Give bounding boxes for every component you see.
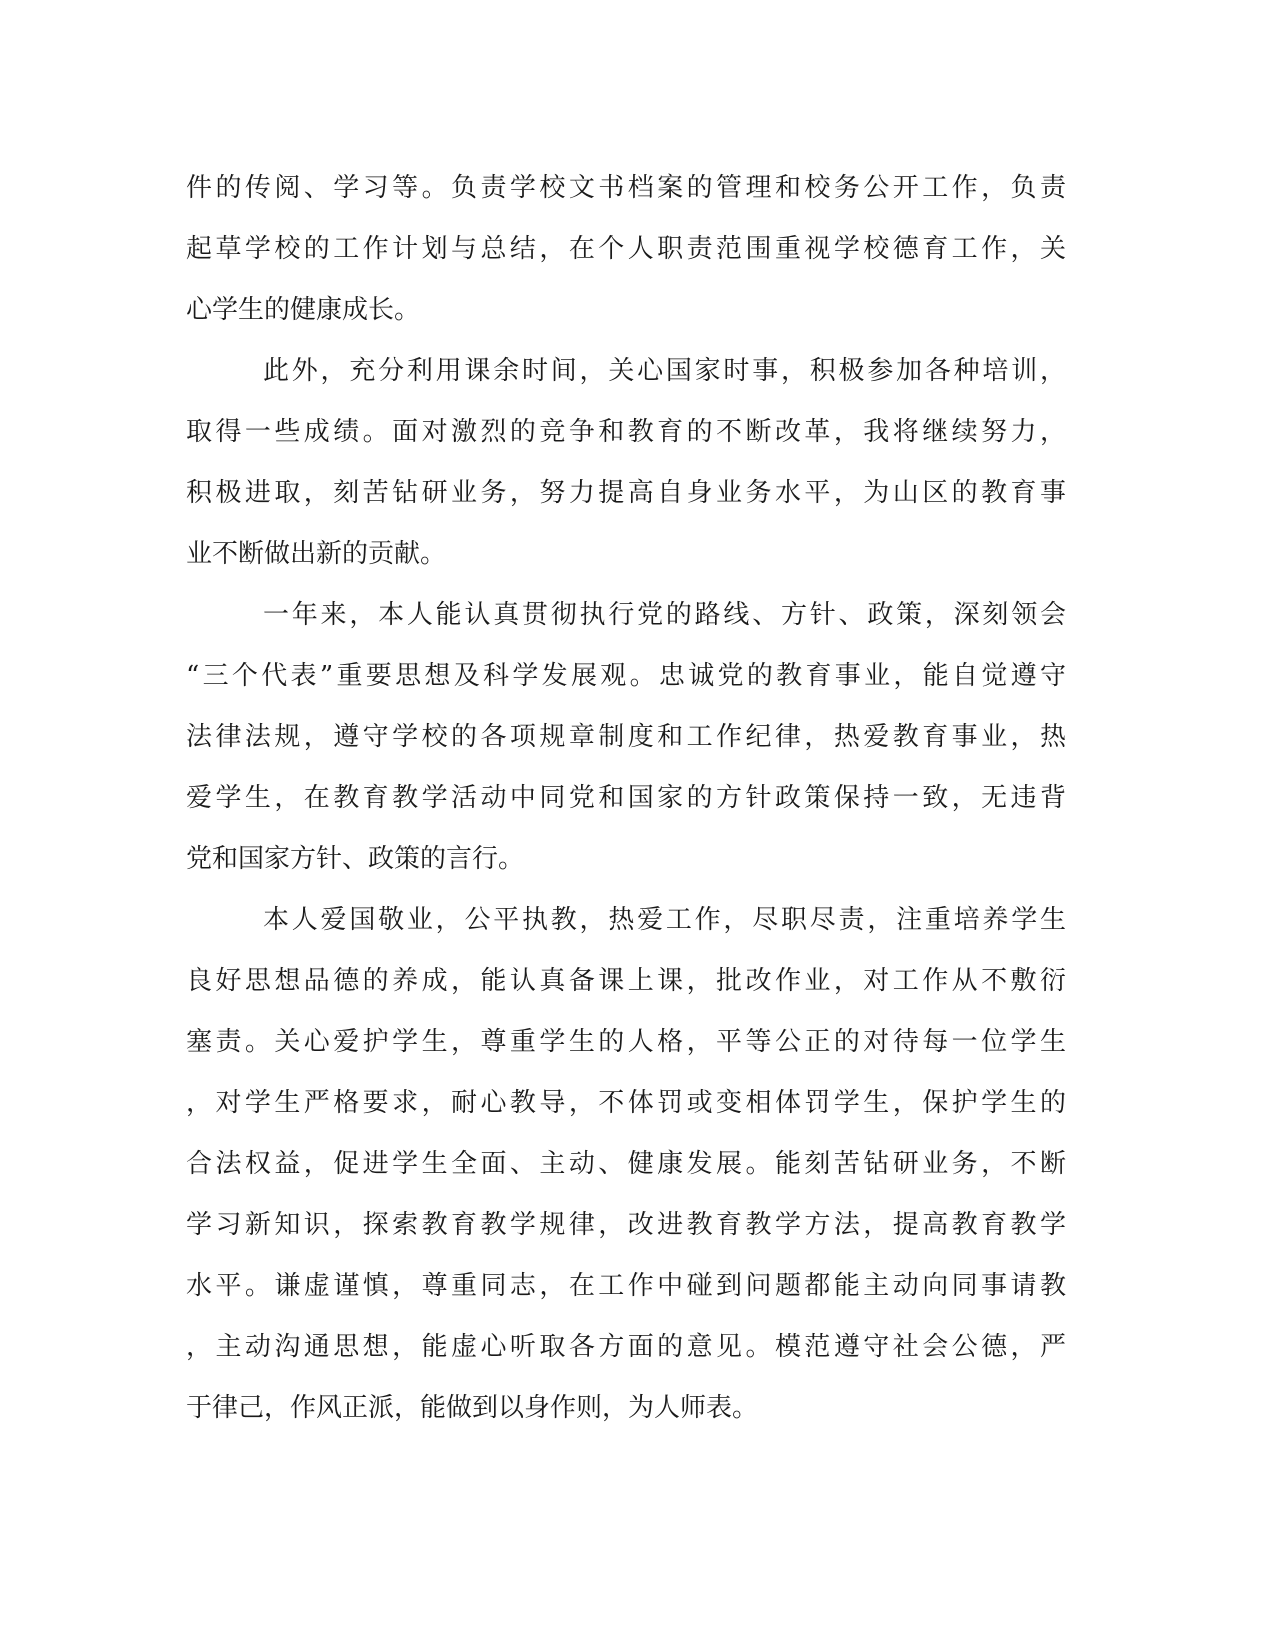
paragraph-1 (186, 158, 1066, 341)
paragraph-2 (186, 341, 1066, 585)
text-line: 党和国家方针、政策的言行。 (186, 844, 525, 874)
text-line: 学习新知识，探索教育教学规律，改进教育教学方法，提高教育教学 (186, 1210, 1066, 1240)
text-line: 塞责。关心爱护学生，尊重学生的人格，平等公正的对待每一位学生 (186, 1027, 1066, 1057)
text-line: 取得一些成绩。面对激烈的竞争和教育的不断改革，我将继续努力， (186, 417, 1066, 447)
document-body (186, 158, 1066, 1439)
text-line: 积极进取，刻苦钻研业务，努力提高自身业务水平，为山区的教育事 (186, 478, 1066, 508)
text-line: 于律己，作风正派，能做到以身作则，为人师表。 (186, 1393, 759, 1423)
text-line: 法律法规，遵守学校的各项规章制度和工作纪律，热爱教育事业，热 (186, 722, 1066, 752)
text-line: 水平。谦虚谨慎，尊重同志，在工作中碰到问题都能主动向同事请教 (186, 1271, 1066, 1301)
text-line: 此外，充分利用课余时间，关心国家时事，积极参加各种培训， (263, 356, 1066, 386)
text-line: 心学生的健康成长。 (186, 295, 421, 325)
text-line: 良好思想品德的养成，能认真备课上课，批改作业，对工作从不敷衍 (186, 966, 1066, 996)
text-line: 一年来，本人能认真贯彻执行党的路线、方针、政策，深刻领会 (263, 600, 1066, 630)
text-line: ，对学生严格要求，耐心教导，不体罚或变相体罚学生，保护学生的 (186, 1088, 1066, 1118)
text-line: 起草学校的工作计划与总结，在个人职责范围重视学校德育工作，关 (186, 234, 1066, 264)
paragraph-4 (186, 890, 1066, 1439)
text-line: 业不断做出新的贡献。 (186, 539, 447, 569)
text-line: 件的传阅、学习等。负责学校文书档案的管理和校务公开工作，负责 (186, 173, 1066, 203)
text-line: ，主动沟通思想，能虚心听取各方面的意见。模范遵守社会公德，严 (186, 1332, 1066, 1362)
text-line: 本人爱国敬业，公平执教，热爱工作，尽职尽责，注重培养学生 (263, 905, 1066, 935)
text-line: 合法权益，促进学生全面、主动、健康发展。能刻苦钻研业务，不断 (186, 1149, 1066, 1179)
text-line: 爱学生，在教育教学活动中同党和国家的方针政策保持一致，无违背 (186, 783, 1066, 813)
paragraph-3 (186, 585, 1066, 890)
text-line: “三个代表”重要思想及科学发展观。忠诚党的教育事业，能自觉遵守 (186, 661, 1066, 691)
